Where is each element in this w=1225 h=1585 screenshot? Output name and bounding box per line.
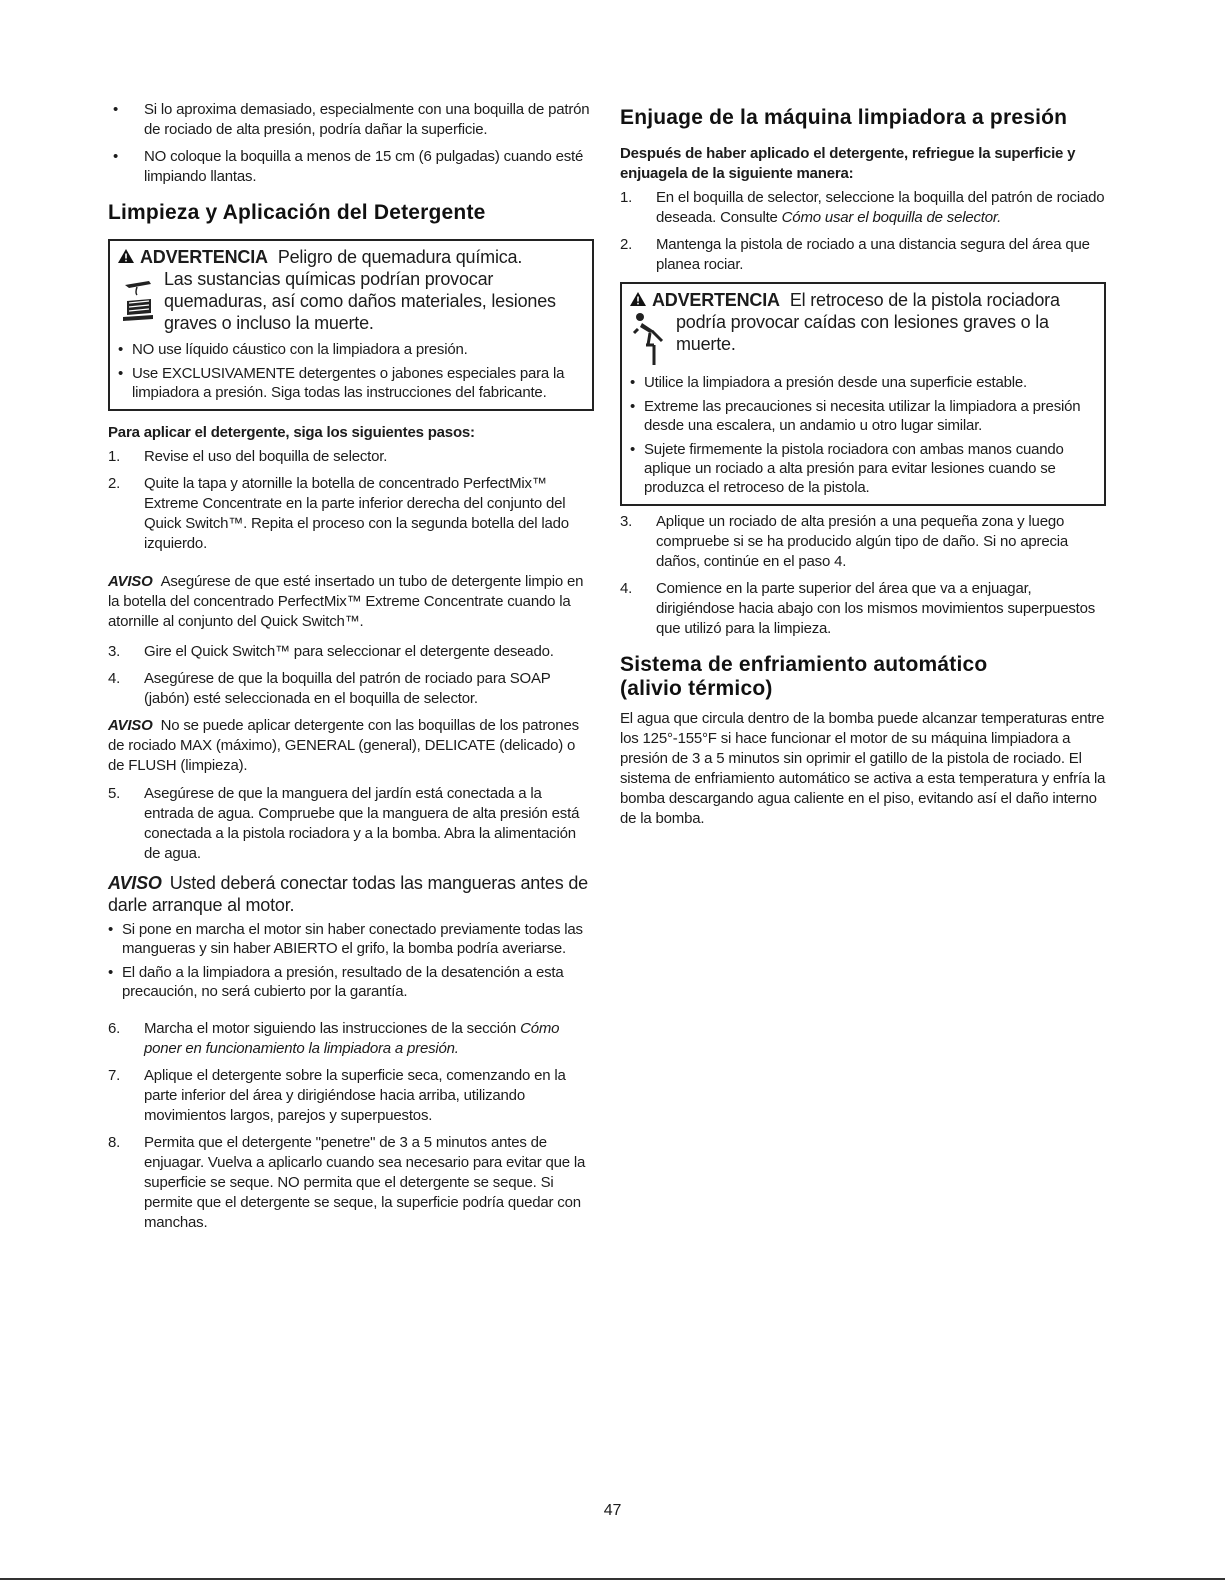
warning-label: ADVERTENCIA	[140, 247, 268, 267]
warning-body-text: podría provocar caídas con lesiones graves o la muerte.	[676, 312, 1049, 354]
warning-headline: Peligro de quemadura química.	[277, 247, 523, 267]
aviso-text: Asegúrese de que esté insertado un tubo de detergente limpio en la botella del concentrado PerfectMix™ Extreme Concentrate cuando la atornille al conjunto del Quick Switch™.	[108, 573, 584, 630]
aviso-label: AVISO	[108, 873, 162, 893]
warning-triangle-icon	[118, 249, 134, 263]
page-number: 47	[603, 1502, 622, 1519]
aviso-label: AVISO	[108, 573, 153, 590]
section-heading-detergent: Limpieza y Aplicación del Detergente	[108, 201, 486, 224]
steps-list-rinse-a	[620, 188, 1106, 275]
step-number: 8.	[108, 1134, 121, 1151]
step-text: Comience en la parte superior del área que va a enjuagar, dirigiéndose hacia abajo con los mismos movimientos superpuestos que utilizó para la limpieza.	[656, 580, 1096, 637]
aviso-text: Usted deberá conectar todas las mangueras antes de darle arranque al motor.	[108, 873, 588, 915]
section-heading-cooling	[620, 653, 1106, 701]
warning-label: ADVERTENCIA	[652, 290, 780, 310]
slip-fall-icon	[630, 311, 670, 367]
heading-line: (alivio térmico)	[620, 677, 773, 700]
warning-bullet-list	[118, 340, 584, 402]
list-item	[620, 512, 1106, 572]
section-heading-rinse: Enjuage de la máquina limpiadora a presión	[620, 106, 1068, 129]
warning-body-text: Las sustancias químicas podrían provocar quemaduras, así como daños materiales, lesiones graves o incluso la muerte.	[164, 269, 556, 333]
list-item	[108, 642, 594, 662]
step-text-plain: Marcha el motor siguiendo las instrucciones de la sección	[144, 1020, 517, 1037]
warning-header	[118, 247, 584, 268]
step-text	[144, 1019, 594, 1059]
step-number: 2.	[620, 236, 633, 253]
steps-list-rinse-b	[620, 512, 1106, 639]
warning-box-chemical	[108, 239, 594, 411]
list-item	[108, 669, 594, 709]
step-number: 5.	[108, 785, 121, 802]
chemical-burn-icon	[118, 268, 158, 334]
cooling-paragraph: El agua que circula dentro de la bomba puede alcanzar temperaturas entre los 125°-155°F si hace funcionar el motor de su máquina limpiadora a presión de 3 a 5 minutos sin oprimir el gatillo de la pistola de rociado. El sistema de enfriamiento automático se activa a esta temperatura y enfría la bomba descargando agua caliente en el piso, evitando así el daño interno de la bomba.	[620, 710, 1106, 827]
step-text: Asegúrese de que la boquilla del patrón de rociado para SOAP (jabón) esté seleccionada en el boquilla de selector.	[144, 670, 551, 707]
step-number: 4.	[620, 580, 633, 597]
warning-triangle-icon	[630, 292, 646, 306]
warning-bullet-list	[630, 373, 1096, 497]
step-text: Aplique el detergente sobre la superficie seca, comenzando en la parte inferior del área y dirigiéndose hacia arriba, utilizando movimientos largos, parejos y superpuestos.	[144, 1067, 566, 1124]
list-item: • NO use líquido cáustico con la limpiadora a presión.	[118, 340, 584, 359]
list-item: • Sujete firmemente la pistola rociadora con ambas manos cuando aplique un rociado a alta presión para evitar lesiones cuando se produzca el retroceso de la pistola.	[630, 440, 1096, 497]
step-text: Mantenga la pistola de rociado a una distancia segura del área que planea rociar.	[656, 236, 1090, 273]
step-number: 2.	[108, 475, 121, 492]
list-item	[108, 447, 594, 467]
subheading-rinse: Después de haber aplicado el detergente, refriegue la superficie y enjuagela de la siguiente manera:	[620, 145, 1076, 182]
warning-header	[630, 290, 1096, 311]
step-number: 1.	[620, 189, 633, 206]
step-text: Quite la tapa y atornille la botella de concentrado PerfectMix™ Extreme Concentrate en la parte inferior derecha del conjunto del Quick Switch™. Repita el proceso con la segunda botella del lado izquierdo.	[144, 475, 569, 552]
aviso-label: AVISO	[108, 717, 153, 734]
step-text: Gire el Quick Switch™ para seleccionar el detergente deseado.	[144, 643, 554, 660]
list-item: • NO coloque la boquilla a menos de 15 cm (6 pulgadas) cuando esté limpiando llantas.	[108, 147, 594, 187]
warning-body	[630, 311, 1096, 367]
list-item	[620, 188, 1106, 228]
left-column	[108, 96, 594, 1240]
aviso-note	[108, 716, 594, 776]
intro-bullet-list	[108, 100, 594, 187]
aviso-bullet-list	[108, 920, 594, 1001]
aviso-text: No se puede aplicar detergente con las boquillas de los patrones de rociado MAX (máximo), GENERAL (general), DELICATE (delicado) o de FLUSH (limpieza).	[108, 717, 579, 774]
step-number: 3.	[620, 513, 633, 530]
list-item	[108, 1066, 594, 1126]
subheading-steps: Para aplicar el detergente, siga los siguientes pasos:	[108, 424, 475, 441]
right-column	[620, 96, 1106, 829]
warning-headline: El retroceso de la pistola rociadora	[789, 290, 1060, 310]
step-text: Revise el uso del boquilla de selector.	[144, 448, 388, 465]
list-item: • Use EXCLUSIVAMENTE detergentes o jabones especiales para la limpiadora a presión. Siga todas las instrucciones del fabricante.	[118, 364, 584, 402]
step-text-italic: Cómo poner en funcionamiento la limpiadora a presión.	[144, 1020, 560, 1057]
list-item: • Si pone en marcha el motor sin haber conectado previamente todas las mangueras y sin haber ABIERTO el grifo, la bomba podría averiarse.	[108, 920, 594, 958]
step-number: 7.	[108, 1067, 121, 1084]
step-number: 3.	[108, 643, 121, 660]
warning-box-recoil	[620, 282, 1106, 506]
step-text: Permita que el detergente "penetre" de 3 a 5 minutos antes de enjuagar. Vuelva a aplicarlo cuando sea necesario para evitar que la superficie se seque. NO permita que el detergente se seque. Si permite que el detergente se seque, la superficie podría quedar con manchas.	[144, 1134, 586, 1231]
list-item: • Extreme las precauciones si necesita utilizar la limpiadora a presión desde una escalera, un andamio u otro lugar similar.	[630, 397, 1096, 435]
steps-list-a	[108, 447, 594, 554]
heading-line: Sistema de enfriamiento automático	[620, 653, 988, 676]
list-item: • Si lo aproxima demasiado, especialmente con una boquilla de patrón de rociado de alta presión, podría dañar la superficie.	[108, 100, 594, 140]
list-item	[620, 579, 1106, 639]
step-text-plain: En el boquilla de selector, seleccione la boquilla del patrón de rociado deseada. Consulte	[656, 189, 1105, 226]
warning-body	[118, 268, 584, 334]
list-item	[108, 1133, 594, 1233]
step-text	[656, 188, 1106, 228]
step-text-italic: Cómo usar el boquilla de selector.	[781, 209, 1002, 226]
step-number: 4.	[108, 670, 121, 687]
list-item	[108, 784, 594, 864]
steps-list-c	[108, 784, 594, 864]
aviso-note	[108, 572, 594, 632]
list-item	[108, 474, 594, 554]
aviso-note-large	[108, 872, 594, 916]
step-number: 1.	[108, 448, 121, 465]
steps-list-d	[108, 1019, 594, 1233]
list-item	[108, 1019, 594, 1059]
step-number: 6.	[108, 1020, 121, 1037]
list-item	[620, 235, 1106, 275]
steps-list-b	[108, 642, 594, 709]
bottom-divider	[0, 1578, 1225, 1580]
list-item: • El daño a la limpiadora a presión, resultado de la desatención a esta precaución, no será cubierto por la garantía.	[108, 963, 594, 1001]
step-text: Asegúrese de que la manguera del jardín está conectada a la entrada de agua. Compruebe que la manguera de alta presión está conectada a la pistola rociadora y a la bomba. Abra la alimentación de agua.	[144, 785, 580, 862]
step-text: Aplique un rociado de alta presión a una pequeña zona y luego compruebe si se ha producido algún tipo de daño. Si no aprecia daños, continúe en el paso 4.	[656, 513, 1069, 570]
list-item: • Utilice la limpiadora a presión desde una superficie estable.	[630, 373, 1096, 392]
